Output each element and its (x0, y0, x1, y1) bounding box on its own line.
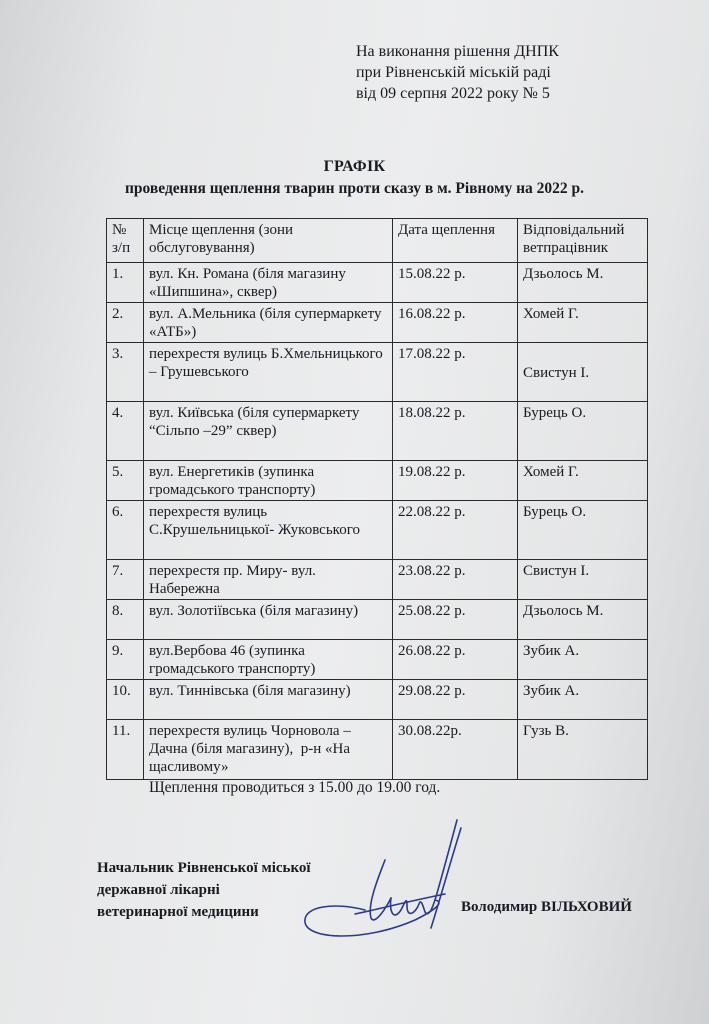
row-place: перехрестя вулиць Чорновола – Дачна (біля магазину), р-н «На щасливому» (144, 720, 393, 780)
row-place: вул. Тиннівська (біля магазину) (144, 680, 393, 720)
schedule-note: Щеплення проводиться з 15.00 до 19.00 год. (149, 779, 441, 796)
header-note (356, 41, 559, 104)
row-vet: Хомей Г. (518, 303, 648, 343)
row-vet: Бурець О. (518, 501, 648, 560)
signer-title-line: Начальник Рівненської міської (97, 860, 311, 876)
schedule-table (106, 218, 648, 780)
row-vet: Дзьолось М. (518, 263, 648, 303)
signer-block (97, 857, 311, 923)
row-date: 23.08.22 р. (393, 560, 518, 600)
table-row (107, 560, 648, 600)
signer-title-line: державної лікарні (97, 882, 220, 898)
row-place: перехрестя вулиць С.Крушельницької- Жуковського (144, 501, 393, 560)
header-note-line: На виконання рішення ДНПК (356, 43, 559, 60)
row-vet: Свистун І. (518, 560, 648, 600)
row-date: 15.08.22 р. (393, 263, 518, 303)
row-num: 9. (107, 640, 144, 680)
table-row (107, 343, 648, 402)
row-num: 6. (107, 501, 144, 560)
table-row (107, 501, 648, 560)
row-vet: Бурець О. (518, 402, 648, 461)
row-place: вул. Кн. Романа (біля магазину «Шипшина», сквер) (144, 263, 393, 303)
row-vet: Зубик А. (518, 680, 648, 720)
document-subtitle: проведення щеплення тварин проти сказу в м. Рівному на 2022 р. (125, 180, 585, 197)
header-note-line: при Рівненській міській раді (356, 64, 551, 81)
table-row (107, 720, 648, 780)
row-date: 29.08.22 р. (393, 680, 518, 720)
row-date: 22.08.22 р. (393, 501, 518, 560)
header-date: Дата щеплення (393, 219, 518, 263)
row-vet: Свистун І. (518, 343, 648, 402)
row-date: 25.08.22 р. (393, 600, 518, 640)
row-num: 5. (107, 461, 144, 501)
row-date: 19.08.22 р. (393, 461, 518, 501)
table-row (107, 263, 648, 303)
row-date: 18.08.22 р. (393, 402, 518, 461)
header-num: № з/п (107, 219, 144, 263)
table-row (107, 402, 648, 461)
row-num: 2. (107, 303, 144, 343)
row-place: перехрестя пр. Миру- вул. Набережна (144, 560, 393, 600)
row-num: 3. (107, 343, 144, 402)
row-vet: Зубик А. (518, 640, 648, 680)
table-row (107, 600, 648, 640)
row-num: 1. (107, 263, 144, 303)
table-row (107, 680, 648, 720)
row-num: 8. (107, 600, 144, 640)
row-place: вул. А.Мельника (біля супермаркету «АТБ») (144, 303, 393, 343)
row-place: вул.Вербова 46 (зупинка громадського транспорту) (144, 640, 393, 680)
signer-name: Володимир ВІЛЬХОВИЙ (461, 899, 632, 915)
row-num: 4. (107, 402, 144, 461)
row-date: 17.08.22 р. (393, 343, 518, 402)
table-row (107, 303, 648, 343)
document-title: ГРАФІК (323, 158, 386, 175)
row-vet: Гузь В. (518, 720, 648, 780)
row-date: 30.08.22р. (393, 720, 518, 780)
row-place: вул. Золотіївська (біля магазину) (144, 600, 393, 640)
handwritten-signature (295, 810, 475, 950)
header-place: Місце щеплення (зони обслуговування) (144, 219, 393, 263)
row-vet: Дзьолось М. (518, 600, 648, 640)
row-num: 11. (107, 720, 144, 780)
row-num: 7. (107, 560, 144, 600)
row-date: 16.08.22 р. (393, 303, 518, 343)
table-row (107, 640, 648, 680)
table-header-row (107, 219, 648, 263)
row-vet: Хомей Г. (518, 461, 648, 501)
row-date: 26.08.22 р. (393, 640, 518, 680)
row-place: перехрестя вулиць Б.Хмельницького – Грушевського (144, 343, 393, 402)
row-place: вул. Київська (біля супермаркету “Сільпо –29” сквер) (144, 402, 393, 461)
row-num: 10. (107, 680, 144, 720)
header-vet: Відповідальний ветпрацівник (518, 219, 648, 263)
table-row (107, 461, 648, 501)
row-place: вул. Енергетиків (зупинка громадського транспорту) (144, 461, 393, 501)
header-note-line: від 09 серпня 2022 року № 5 (356, 85, 550, 102)
signer-title-line: ветеринарної медицини (97, 904, 259, 920)
